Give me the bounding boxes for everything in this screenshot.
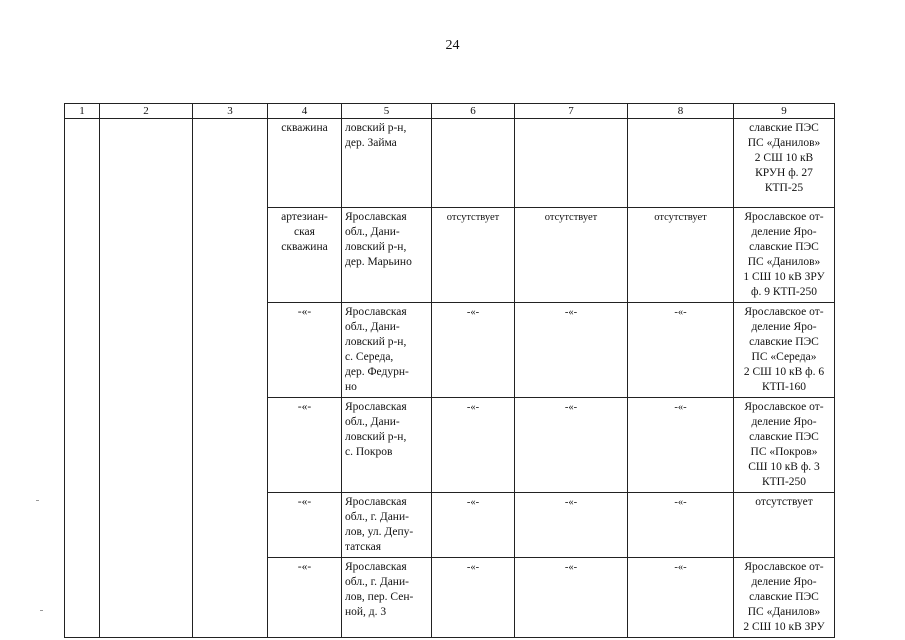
- column-header-6: 6: [432, 104, 515, 119]
- cell-col8: -«-: [628, 398, 734, 493]
- cell-col6: [432, 119, 515, 208]
- cell-col8: отсутствует: [628, 208, 734, 303]
- cell-col8: -«-: [628, 303, 734, 398]
- cell-col6: отсутствует: [432, 208, 515, 303]
- scan-artifact: [40, 610, 43, 611]
- table-header-row: [65, 104, 835, 119]
- column-header-7: 7: [515, 104, 628, 119]
- cell-object-type: артезиан- ская скважина: [268, 208, 342, 303]
- cell-col7: [515, 119, 628, 208]
- cell-col6: -«-: [432, 493, 515, 558]
- scan-artifact: [36, 500, 39, 501]
- column-header-1: 1: [65, 104, 100, 119]
- cell-address: ловский р-н, дер. Займа: [342, 119, 432, 208]
- cell-object-type: -«-: [268, 303, 342, 398]
- cell-power-source: Ярославское от- деление Яро- славские ПЭС ПС «Покров» СШ 10 кВ ф. 3 КТП-250: [734, 398, 835, 493]
- cell-address: Ярославская обл., Дани- ловский р-н, дер. Марьино: [342, 208, 432, 303]
- cell-address: Ярославская обл., Дани- ловский р-н, с. Середа, дер. Федурн- но: [342, 303, 432, 398]
- cell-col7: -«-: [515, 493, 628, 558]
- cell-power-source: Ярославское от- деление Яро- славские ПЭС ПС «Данилов» 1 СШ 10 кВ ЗРУ ф. 9 КТП-250: [734, 208, 835, 303]
- column-header-4: 4: [268, 104, 342, 119]
- column-header-9: 9: [734, 104, 835, 119]
- cell-col6: -«-: [432, 398, 515, 493]
- cell-power-source: отсутствует: [734, 493, 835, 558]
- cell-col6: -«-: [432, 558, 515, 638]
- cell-col3-empty: [193, 119, 268, 638]
- cell-power-source: Ярославское от- деление Яро- славские ПЭС ПС «Середа» 2 СШ 10 кВ ф. 6 КТП-160: [734, 303, 835, 398]
- cell-col8: -«-: [628, 558, 734, 638]
- cell-object-type: -«-: [268, 558, 342, 638]
- cell-col8: -«-: [628, 493, 734, 558]
- cell-col1-empty: [65, 119, 100, 638]
- cell-col2-empty: [100, 119, 193, 638]
- cell-col7: -«-: [515, 398, 628, 493]
- cell-col8: [628, 119, 734, 208]
- cell-address: Ярославская обл., Дани- ловский р-н, с. Покров: [342, 398, 432, 493]
- column-header-3: 3: [193, 104, 268, 119]
- cell-col6: -«-: [432, 303, 515, 398]
- cell-power-source: Ярославское от- деление Яро- славские ПЭС ПС «Данилов» 2 СШ 10 кВ ЗРУ: [734, 558, 835, 638]
- cell-col7: -«-: [515, 303, 628, 398]
- page-number: 24: [445, 38, 460, 53]
- cell-address: Ярославская обл., г. Дани- лов, пер. Сен- ной, д. 3: [342, 558, 432, 638]
- cell-power-source: славские ПЭС ПС «Данилов» 2 СШ 10 кВ КРУН ф. 27 КТП-25: [734, 119, 835, 208]
- data-table: [64, 103, 835, 638]
- cell-col7: отсутствует: [515, 208, 628, 303]
- table-row: [65, 119, 835, 208]
- cell-col7: -«-: [515, 558, 628, 638]
- column-header-8: 8: [628, 104, 734, 119]
- cell-address: Ярославская обл., г. Дани- лов, ул. Депу- татская: [342, 493, 432, 558]
- column-header-2: 2: [100, 104, 193, 119]
- cell-object-type: -«-: [268, 493, 342, 558]
- cell-object-type: -«-: [268, 398, 342, 493]
- column-header-5: 5: [342, 104, 432, 119]
- cell-object-type: скважина: [268, 119, 342, 208]
